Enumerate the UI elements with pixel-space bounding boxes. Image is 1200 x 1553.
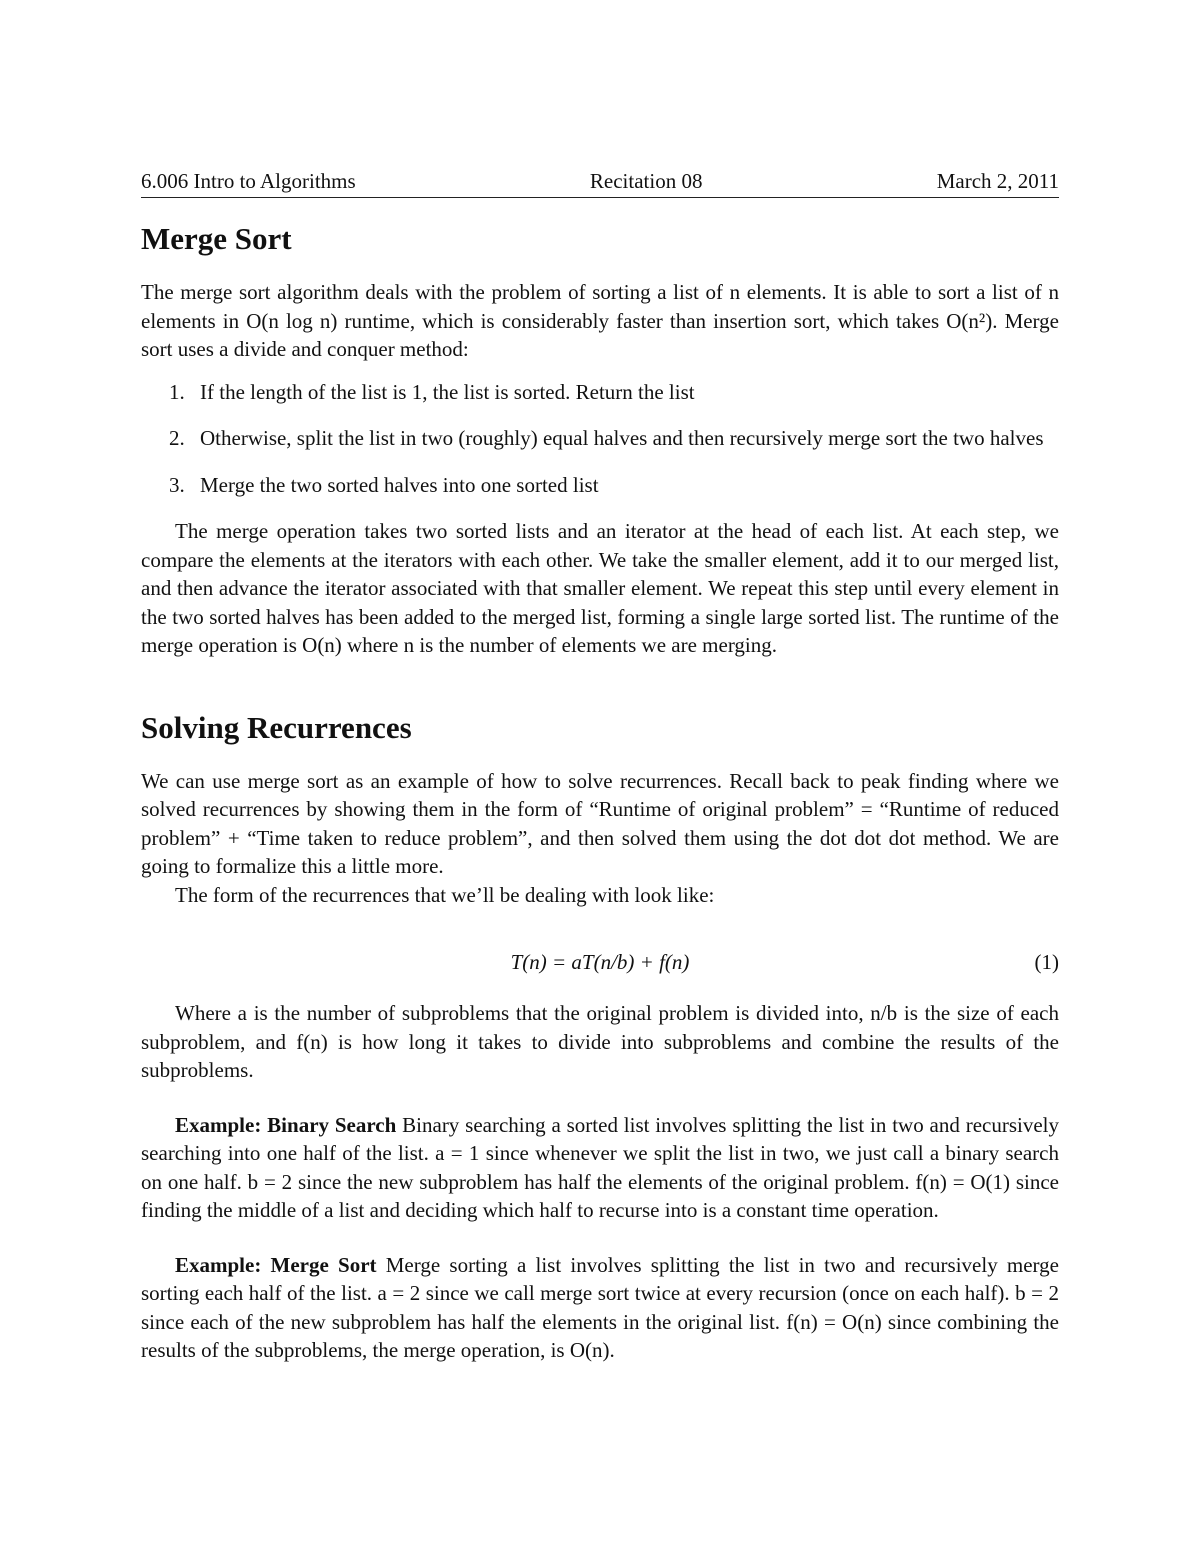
header-date: March 2, 2011 [936,169,1059,193]
merge-operation-paragraph: The merge operation takes two sorted lists and an iterator at the head of each list. At each step, we compare the elements at the iterators with each other. We take the smaller element, add it to our merged list, and then advance the iterator associated with that smaller element. We repeat this step until every element in the two sorted halves has been added to the merged list, forming a single large sorted list. The runtime of the merge operation is O(n) where n is the number of elements we are merging. [141,519,1059,657]
running-header [141,168,1059,198]
merge-sort-intro: The merge sort algorithm deals with the problem of sorting a list of n elements. It is able to sort a list of n elements in O(n log n) runtime, which is considerably faster than insertion sort, which takes O(n²). Merge sort uses a divide and conquer method: [141,280,1059,361]
equation-number: (1) [1034,950,1059,974]
example-text: Binary searching a sorted list involves splitting the list in two and recursively searching into one half of the list. a = 1 since whenever we split the list in two, we just call a binary search on one half. b = 2 since the new subproblem has half the elements of the original problem. f(n) = O(1) since finding the middle of a list and deciding which half to recurse into is a constant time operation. [141,1112,1059,1222]
equation-body: T(n) = aT(n/b) + f(n) [510,950,690,974]
list-item-number: 1. [169,379,185,404]
example-text: Merge sorting a list involves splitting the list in two and recursively merge sorting each half of the list. a = 2 since we call merge sort twice at every recursion (once on each half). b = 2 since each of the new subproblem has half the elements in the original list. f(n) = O(n) since combining the results of the subproblems, the merge operation, is O(n). [141,1252,1059,1362]
equation-explanation-paragraph: Where a is the number of subproblems that the original problem is divided into, n/b is the size of each subproblem, and f(n) is how long it takes to divide into subproblems and combine the results of the subproblems. [141,1001,1059,1082]
list-item-text: Otherwise, split the list in two (roughly) equal halves and then recursively merge sort the two halves [200,426,1044,450]
list-item-number: 3. [169,472,185,497]
list-item-number: 2. [169,426,185,450]
list-item [141,424,1059,453]
document-page [141,168,1059,1365]
recurrences-intro-paragraph: We can use merge sort as an example of how to solve recurrences. Recall back to peak finding where we solved recurrences by showing them in the form of “Runtime of original problem” = “Runtime of reduced problem” + “Time taken to reduce problem”, and then solved them using the dot dot dot method. We are going to formalize this a little more. [141,768,1059,878]
example-merge-sort [141,1251,1059,1365]
recurrence-form-paragraph: The form of the recurrences that we’ll be dealing with look like: [175,882,715,907]
list-item-text: Merge the two sorted halves into one sorted list [200,472,599,497]
example-binary-search [141,1111,1059,1225]
section-title-solving-recurrences: Solving Recurrences [141,709,412,745]
course-title: 6.006 Intro to Algorithms [141,169,356,193]
recitation-number: Recitation 08 [589,169,703,193]
recurrence-equation [141,947,1059,977]
list-item-text: If the length of the list is 1, the list is sorted. Return the list [200,379,695,404]
section-title-merge-sort: Merge Sort [141,221,292,256]
list-item [141,471,1059,500]
example-label: Example: Merge Sort [175,1252,377,1277]
list-item [141,378,1059,407]
example-label: Example: Binary Search [175,1112,397,1137]
merge-sort-steps [141,378,1059,500]
